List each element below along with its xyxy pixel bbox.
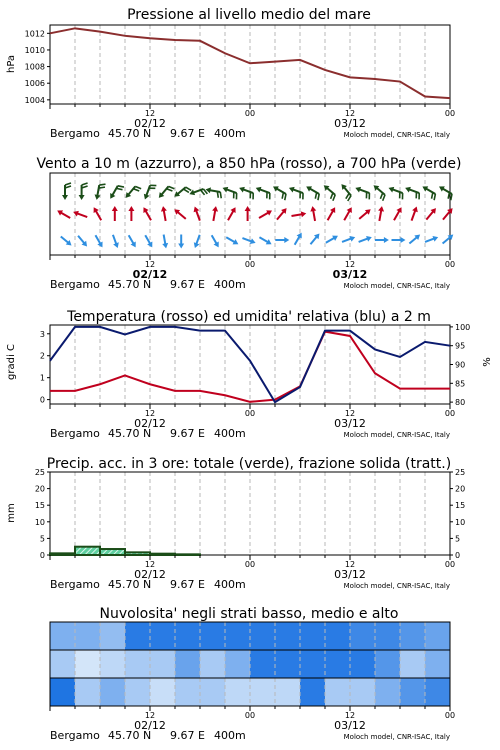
wind-barb <box>376 206 385 222</box>
precip-title: Precip. acc. in 3 ore: totale (verde), frazione solida (tratt.) <box>46 456 452 472</box>
wind-arrow-head <box>347 206 355 213</box>
x-tick-label: 00 <box>244 560 256 569</box>
cloud-cell <box>300 622 326 650</box>
x-tick-label: 00 <box>444 109 456 118</box>
wind-arrow-head <box>366 234 373 241</box>
y-tick-label: 10 <box>34 517 45 527</box>
temp-rh-title: Temperatura (rosso) ed umidita' relativa (blu) a 2 m <box>67 309 431 325</box>
y-tick-label: 1010 <box>24 45 45 55</box>
cloud-cell <box>200 622 226 650</box>
y-tick-label: 0 <box>39 551 45 560</box>
wind-arrow-head <box>178 244 184 249</box>
cloud-cell <box>375 622 401 650</box>
x-tick-label: 00 <box>444 711 456 720</box>
location-label: Bergamo <box>50 729 100 742</box>
wind-barb <box>308 232 322 247</box>
wind-arrow-head <box>113 242 120 249</box>
pressure-title: Pressione al livello medio del mare <box>127 7 371 23</box>
cloud-cell <box>375 678 401 706</box>
wind-barb <box>79 183 88 200</box>
y-right-tick-label: 95 <box>455 341 466 351</box>
wind-barb <box>258 208 274 221</box>
pressure-ylabel: hPa <box>6 54 17 74</box>
wind-barb <box>303 184 322 200</box>
pressure-line <box>50 28 450 98</box>
wind-barb <box>209 234 221 249</box>
wind-barb <box>370 183 389 201</box>
wind-barb <box>210 206 219 222</box>
wind-barb <box>407 232 422 246</box>
wind-arrow-head <box>108 193 116 200</box>
wind-barb <box>441 232 456 246</box>
wind-feather <box>367 193 371 199</box>
longitude-label: 9.67 E <box>170 729 205 742</box>
x-tick-label: 00 <box>444 560 456 569</box>
x-tick-label: 12 <box>344 109 356 118</box>
latitude-label: 45.70 N <box>108 578 152 591</box>
wind-barb <box>172 184 191 202</box>
wind-feather <box>150 183 156 187</box>
date-label: 03/12 <box>334 117 366 130</box>
y-right-tick-label: 20 <box>455 484 466 494</box>
cloud-cell <box>50 622 76 650</box>
wind-barb <box>357 207 372 221</box>
wind-barb <box>254 185 273 199</box>
cloud-cell <box>275 678 301 706</box>
cloud-cell <box>350 678 376 706</box>
cloud-cell <box>175 678 201 706</box>
wind-barb <box>270 184 289 200</box>
wind-arrow-head <box>305 184 312 192</box>
cloud-cell <box>100 650 126 678</box>
wind-arrow-head <box>301 210 307 217</box>
cloud-cell <box>275 650 301 678</box>
wind-barb <box>91 206 104 222</box>
y-right-tick-label: 10 <box>455 517 466 527</box>
wind-barb <box>320 183 339 201</box>
longitude-label: 9.67 E <box>170 427 205 440</box>
x-tick-label: 12 <box>344 409 356 418</box>
wind-barb <box>59 234 74 248</box>
wind-feather <box>401 193 405 199</box>
wind-arrow-head <box>131 242 139 249</box>
precip-bar <box>50 553 75 555</box>
precip-bar <box>100 549 125 555</box>
y-right-tick-label: 90 <box>455 360 466 370</box>
wind-barb <box>110 234 120 249</box>
wind-barb <box>126 234 138 249</box>
cloud-cell <box>200 678 226 706</box>
wind-arrow-head <box>332 233 339 241</box>
longitude-label: 9.67 E <box>170 127 205 140</box>
wind-arrow-head <box>378 206 385 212</box>
wind-barb <box>275 206 289 221</box>
wind-arrow-head <box>142 194 149 201</box>
wind-arrow-head <box>128 206 134 211</box>
pressure-frame <box>50 25 450 104</box>
cloud-cell <box>400 622 426 650</box>
x-tick-label: 00 <box>444 409 456 418</box>
y-right-tick-label: 15 <box>455 501 466 511</box>
wind-arrow-head <box>222 185 229 192</box>
elevation-label: 400m <box>214 578 246 591</box>
wind-arrow-head <box>192 206 199 213</box>
cloud-cell <box>400 650 426 678</box>
cloud-cell <box>250 678 276 706</box>
rh-ylabel: % <box>482 357 493 367</box>
wind-barb <box>128 206 134 221</box>
wind-arrow-head <box>94 194 101 200</box>
wind-arrow-head <box>188 190 195 197</box>
wind-barb <box>292 231 304 246</box>
wind-barb <box>225 235 240 247</box>
location-label: Bergamo <box>50 127 100 140</box>
wind-arrow-head <box>62 195 68 200</box>
wind-arrow-head <box>162 243 169 249</box>
wind-arrow-head <box>354 185 361 192</box>
wind-arrow-head <box>384 237 389 243</box>
y-tick-label: 3 <box>39 329 45 339</box>
wind-barb <box>375 237 389 243</box>
wind-arrow-head <box>266 208 273 216</box>
location-label: Bergamo <box>50 427 100 440</box>
wind-barb <box>142 182 156 201</box>
wind-barb <box>341 234 356 244</box>
wind-barb <box>123 183 141 202</box>
y-tick-label: 0 <box>39 395 45 405</box>
elevation-label: 400m <box>214 127 246 140</box>
latitude-label: 45.70 N <box>108 278 152 291</box>
y-right-tick-label: 0 <box>455 551 461 560</box>
wind-barb <box>353 185 372 199</box>
wind-arrow-head <box>432 234 439 241</box>
wind-barb <box>337 182 355 201</box>
wind-barb <box>188 185 207 199</box>
wind-arrow-head <box>238 185 245 192</box>
wind-arrow-head <box>388 185 395 192</box>
cloud-cell <box>150 650 176 678</box>
date-label: 02/12 <box>134 719 166 732</box>
wind-barb <box>56 208 72 221</box>
latitude-label: 45.70 N <box>108 427 152 440</box>
wind-arrow-head <box>396 206 404 213</box>
wind-arrow-head <box>349 234 356 241</box>
wind-barb <box>342 206 355 222</box>
x-tick-label: 00 <box>244 409 256 418</box>
wind-barb <box>409 206 420 222</box>
elevation-label: 400m <box>214 729 246 742</box>
x-tick-label: 12 <box>144 560 156 569</box>
wind-barb <box>291 210 307 219</box>
y-tick-label: 2 <box>39 351 45 361</box>
model-credit: Moloch model, CNR-ISAC, Italy <box>343 282 450 290</box>
wind-arrow-head <box>56 208 63 216</box>
y-tick-label: 1012 <box>24 29 45 39</box>
y-right-tick-label: 25 <box>455 468 466 477</box>
cloud-cell <box>300 678 326 706</box>
wind-arrow-head <box>230 206 238 213</box>
wind-arrow-head <box>192 242 199 249</box>
wind-arrow-head <box>160 206 167 212</box>
cloud-cell <box>125 678 151 706</box>
cloud-cell <box>125 622 151 650</box>
precip-bar <box>150 554 175 555</box>
y-tick-label: 5 <box>39 534 45 544</box>
x-tick-label: 12 <box>344 560 356 569</box>
wind-barb <box>391 206 404 222</box>
x-tick-label: 12 <box>144 409 156 418</box>
wind-arrow-head <box>147 242 155 249</box>
wind-feather <box>235 193 239 199</box>
precip-ylabel: mm <box>6 503 17 523</box>
date-label: 02/12 <box>132 268 168 281</box>
latitude-label: 45.70 N <box>108 729 152 742</box>
wind-barb <box>204 186 222 198</box>
longitude-label: 9.67 E <box>170 578 205 591</box>
temp-ylabel: gradi C <box>6 344 17 380</box>
wind-barb <box>424 206 438 221</box>
wind-barb <box>287 185 306 199</box>
cloud-cell <box>250 622 276 650</box>
wind-barb <box>324 233 339 245</box>
wind-barb <box>157 183 175 202</box>
wind-arrow-head <box>97 242 105 249</box>
wind-feather <box>82 183 88 185</box>
model-credit: Moloch model, CNR-ISAC, Italy <box>343 131 450 139</box>
wind-arrow-head <box>91 206 99 213</box>
date-label: 03/12 <box>334 719 366 732</box>
cloud-cell <box>325 678 351 706</box>
x-tick-label: 00 <box>244 260 256 269</box>
x-tick-label: 12 <box>344 711 356 720</box>
wind-arrow-head <box>404 185 411 192</box>
model-credit: Moloch model, CNR-ISAC, Italy <box>343 733 450 741</box>
elevation-label: 400m <box>214 427 246 440</box>
cloud-cell <box>275 622 301 650</box>
cloud-cell <box>375 650 401 678</box>
cloud-cell <box>325 622 351 650</box>
y-tick-label: 1008 <box>24 62 45 72</box>
longitude-label: 9.67 E <box>170 278 205 291</box>
wind-arrow-head <box>79 195 85 200</box>
wind-arrow-head <box>266 239 273 247</box>
wind-barb <box>220 185 239 199</box>
cloud-cell <box>75 650 101 678</box>
cloud-cell <box>325 650 351 678</box>
wind-arrow-head <box>250 238 257 245</box>
wind-barb <box>275 237 289 243</box>
wind-barb <box>192 206 203 222</box>
wind-barb <box>161 234 169 249</box>
wind-barb <box>358 234 373 244</box>
cloud-cell <box>200 650 226 678</box>
wind-barb <box>436 184 455 200</box>
wind-arrow-head <box>255 185 262 192</box>
wind-barb <box>160 206 169 222</box>
y-right-tick-label: 80 <box>455 398 466 408</box>
wind-barb <box>403 185 422 199</box>
wind-arrow-head <box>214 242 222 249</box>
wind-barb <box>94 183 106 201</box>
wind-barb <box>192 234 202 249</box>
wind-barb <box>141 206 154 222</box>
y-right-tick-label: 100 <box>455 322 471 332</box>
y-tick-label: 20 <box>34 484 45 494</box>
x-tick-label: 12 <box>344 260 356 269</box>
wind-arrow-head <box>309 206 316 212</box>
x-tick-label: 12 <box>144 260 156 269</box>
wind-arrow-head <box>438 184 445 192</box>
cloud-cell <box>425 622 451 650</box>
wind-barb <box>424 234 439 244</box>
cloud-cell <box>175 622 201 650</box>
wind-arrow-head <box>212 206 219 212</box>
wind-arrow-head <box>412 206 419 213</box>
cloud-cell <box>225 678 251 706</box>
wind-feather <box>251 193 255 199</box>
wind-arrow-head <box>330 206 338 213</box>
wind-feather <box>301 193 305 199</box>
x-tick-label: 00 <box>244 109 256 118</box>
cloud-cell <box>350 650 376 678</box>
date-label: 02/12 <box>134 568 166 581</box>
wind-arrow-head <box>141 206 149 213</box>
location-label: Bergamo <box>50 578 100 591</box>
precip-bar <box>125 552 150 555</box>
wind-arrow-head <box>401 237 406 243</box>
wind-barb <box>419 184 438 200</box>
temp-rh-frame <box>50 325 450 404</box>
model-credit: Moloch model, CNR-ISAC, Italy <box>343 431 450 439</box>
latitude-label: 45.70 N <box>108 127 152 140</box>
wind-barb <box>93 234 105 249</box>
cloud-cell <box>425 678 451 706</box>
cloud-cell <box>75 622 101 650</box>
wind-barb <box>225 206 238 222</box>
wind-barb <box>325 206 338 222</box>
wind-feather <box>65 183 71 185</box>
cloud-cell <box>100 622 126 650</box>
wind-barb <box>76 234 90 249</box>
chart-marks <box>25 25 471 742</box>
cloud-cell <box>225 650 251 678</box>
date-label: 03/12 <box>334 417 366 430</box>
date-label: 03/12 <box>332 268 368 281</box>
cloud-cell <box>250 650 276 678</box>
wind-title: Vento a 10 m (azzurro), a 850 hPa (rosso), a 700 hPa (verde) <box>36 156 462 172</box>
date-label: 02/12 <box>134 417 166 430</box>
wind-arrow-head <box>284 237 289 243</box>
cloud-cell <box>150 678 176 706</box>
wind-frame <box>50 173 450 255</box>
cloud-cell <box>100 678 126 706</box>
cloud-cell <box>50 678 76 706</box>
date-label: 03/12 <box>334 568 366 581</box>
wind-barb <box>112 206 118 221</box>
wind-barb <box>108 183 124 202</box>
cloud-cell <box>175 650 201 678</box>
wind-feather <box>219 192 222 198</box>
model-credit: Moloch model, CNR-ISAC, Italy <box>343 582 450 590</box>
cloud-cell <box>225 622 251 650</box>
x-tick-label: 12 <box>144 711 156 720</box>
wind-barb <box>441 206 455 221</box>
location-label: Bergamo <box>50 278 100 291</box>
wind-feather <box>268 193 272 199</box>
wind-barb <box>237 185 256 199</box>
cloud-cell <box>350 622 376 650</box>
cloud-cell <box>75 678 101 706</box>
wind-barb <box>143 234 155 249</box>
cloud-cell <box>425 650 451 678</box>
y-tick-label: 25 <box>34 468 45 477</box>
wind-barb <box>178 235 184 249</box>
date-label: 02/12 <box>134 117 166 130</box>
cloud-cell <box>300 650 326 678</box>
y-tick-label: 15 <box>34 501 45 511</box>
elevation-label: 400m <box>214 278 246 291</box>
cloud-cell <box>50 650 76 678</box>
cloud-cell <box>400 678 426 706</box>
wind-arrow-head <box>233 239 240 247</box>
y-tick-label: 1 <box>39 373 45 383</box>
x-tick-label: 00 <box>244 711 256 720</box>
precip-bar <box>75 547 100 555</box>
wind-barb <box>258 235 273 247</box>
clouds-title: Nuvolosita' negli strati basso, medio e alto <box>99 606 399 622</box>
wind-arrow-head <box>288 185 295 192</box>
y-right-tick-label: 5 <box>455 534 461 544</box>
y-tick-label: 1006 <box>24 79 45 89</box>
x-tick-label: 00 <box>444 260 456 269</box>
wind-barb <box>241 235 256 245</box>
y-tick-label: 1004 <box>24 95 45 105</box>
wind-barb <box>392 237 406 243</box>
wind-arrow-head <box>112 206 118 211</box>
wind-barb <box>309 206 318 222</box>
cloud-cell <box>150 622 176 650</box>
precip-bar <box>175 554 200 555</box>
wind-feather <box>417 193 421 199</box>
wind-barb <box>62 183 71 200</box>
cloud-cell <box>125 650 151 678</box>
y-right-tick-label: 85 <box>455 379 466 389</box>
wind-barb <box>386 185 405 199</box>
x-tick-label: 12 <box>144 109 156 118</box>
